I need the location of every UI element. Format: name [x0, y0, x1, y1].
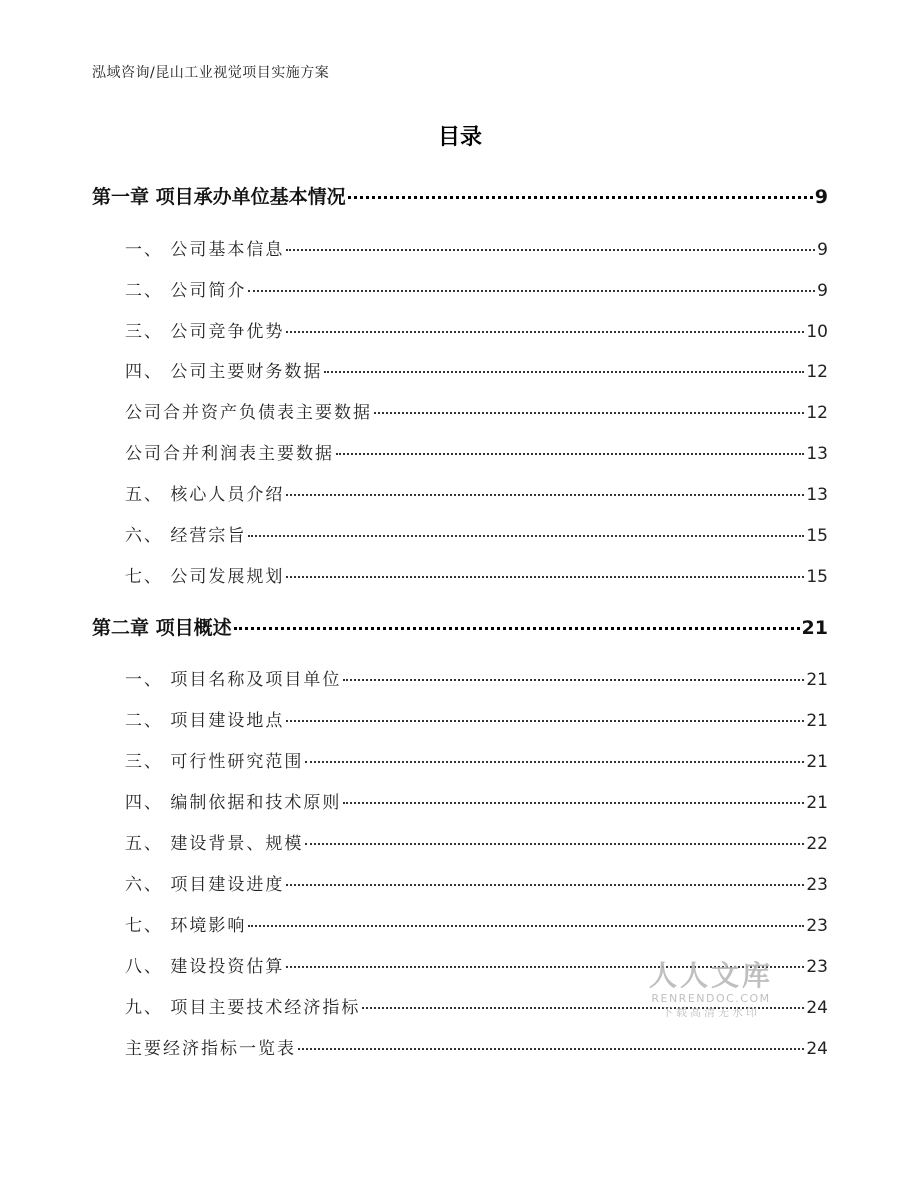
toc-entry-label: 六、 经营宗旨: [125, 526, 247, 546]
toc-page-number: 21: [806, 670, 828, 690]
toc-page-number: 21: [806, 793, 828, 813]
toc-page-number: 24: [806, 998, 828, 1018]
toc-entry-label: 九、 项目主要技术经济指标: [125, 998, 361, 1018]
dot-leader: [348, 196, 813, 199]
toc-entry-label: 公司合并利润表主要数据: [125, 444, 334, 464]
toc-entry-label: 五、 核心人员介绍: [125, 485, 285, 505]
toc-page-number: 15: [806, 526, 828, 546]
toc-entry-label: 八、 建设投资估算: [125, 957, 285, 977]
toc-entry[interactable]: [125, 870, 828, 895]
toc-entry-label: 第二章 项目概述: [92, 617, 232, 639]
toc-page-number: 13: [806, 444, 828, 464]
toc-entry[interactable]: [125, 480, 828, 505]
watermark: [646, 960, 776, 1020]
dot-leader: [248, 535, 804, 537]
toc-entry-label: 二、 公司简介: [125, 281, 247, 301]
toc-entry[interactable]: [125, 357, 828, 382]
dot-leader: [374, 412, 804, 414]
toc-page-number: 23: [806, 957, 828, 977]
toc-page-number: 9: [814, 186, 828, 208]
toc-entry[interactable]: [125, 398, 828, 423]
dot-leader: [305, 843, 804, 845]
toc-entry[interactable]: [125, 235, 828, 260]
toc-entry-label: 公司合并资产负债表主要数据: [125, 403, 372, 423]
dot-leader: [286, 884, 804, 886]
toc-entry-label: 三、 公司竞争优势: [125, 322, 285, 342]
toc-page-number: 15: [806, 567, 828, 587]
toc-entry[interactable]: [125, 665, 828, 690]
toc-entry[interactable]: [125, 747, 828, 772]
toc-entry[interactable]: [125, 829, 828, 854]
toc-page-number: 22: [806, 834, 828, 854]
toc-page-number: 12: [806, 362, 828, 382]
toc-entry-label: 一、 公司基本信息: [125, 240, 285, 260]
toc-title: 目录: [437, 125, 482, 150]
watermark-url: RENRENDOC.COM: [651, 992, 771, 1005]
toc-page-number: 23: [806, 875, 828, 895]
toc-entry-label: 五、 建设背景、规模: [125, 834, 304, 854]
toc-entry[interactable]: [125, 1034, 828, 1059]
toc-entry-label: 四、 编制依据和技术原则: [125, 793, 342, 813]
running-header: 泓域咨询/昆山工业视觉项目实施方案: [92, 65, 330, 81]
toc-page-number: 21: [806, 752, 828, 772]
watermark-slogan: 下载高清无水印: [662, 1006, 760, 1019]
toc-entry[interactable]: [125, 521, 828, 546]
dot-leader: [286, 331, 804, 333]
toc-entry[interactable]: [125, 911, 828, 936]
dot-leader: [286, 249, 815, 251]
toc-page-number: 12: [806, 403, 828, 423]
dot-leader: [336, 453, 804, 455]
toc-chapter-1[interactable]: [92, 182, 828, 209]
toc-entry[interactable]: [125, 317, 828, 342]
toc-entry[interactable]: [125, 706, 828, 731]
dot-leader: [324, 371, 804, 373]
watermark-title: 人人文库: [648, 959, 773, 992]
dot-leader: [234, 627, 800, 630]
toc-page-number: 24: [806, 1039, 828, 1059]
toc-entry[interactable]: [125, 788, 828, 813]
toc-entry-label: 一、 项目名称及项目单位: [125, 670, 342, 690]
toc-entry-label: 七、 公司发展规划: [125, 567, 285, 587]
toc-chapter-2[interactable]: [92, 613, 828, 640]
toc-entry-label: 三、 可行性研究范围: [125, 752, 304, 772]
toc-entry[interactable]: [125, 276, 828, 301]
toc-entry-label: 六、 项目建设进度: [125, 875, 285, 895]
toc-entry-label: 二、 项目建设地点: [125, 711, 285, 731]
dot-leader: [248, 290, 815, 292]
toc-entry[interactable]: [125, 562, 828, 587]
toc-page-number: 9: [817, 240, 828, 260]
toc-entry-label: 四、 公司主要财务数据: [125, 362, 323, 382]
dot-leader: [305, 761, 804, 763]
dot-leader: [298, 1048, 804, 1050]
toc-entry-label: 主要经济指标一览表: [125, 1039, 296, 1059]
dot-leader: [248, 925, 804, 927]
dot-leader: [343, 679, 804, 681]
toc-page-number: 10: [806, 322, 828, 342]
toc-page-number: 21: [801, 617, 828, 639]
toc-page-number: 9: [817, 281, 828, 301]
dot-leader: [286, 576, 804, 578]
toc-entry-label: 七、 环境影响: [125, 916, 247, 936]
dot-leader: [286, 720, 804, 722]
toc-page-number: 13: [806, 485, 828, 505]
toc-entry[interactable]: [125, 439, 828, 464]
toc-page-number: 23: [806, 916, 828, 936]
dot-leader: [286, 494, 804, 496]
toc-entry-label: 第一章 项目承办单位基本情况: [92, 186, 346, 208]
toc-page-number: 21: [806, 711, 828, 731]
dot-leader: [343, 802, 804, 804]
